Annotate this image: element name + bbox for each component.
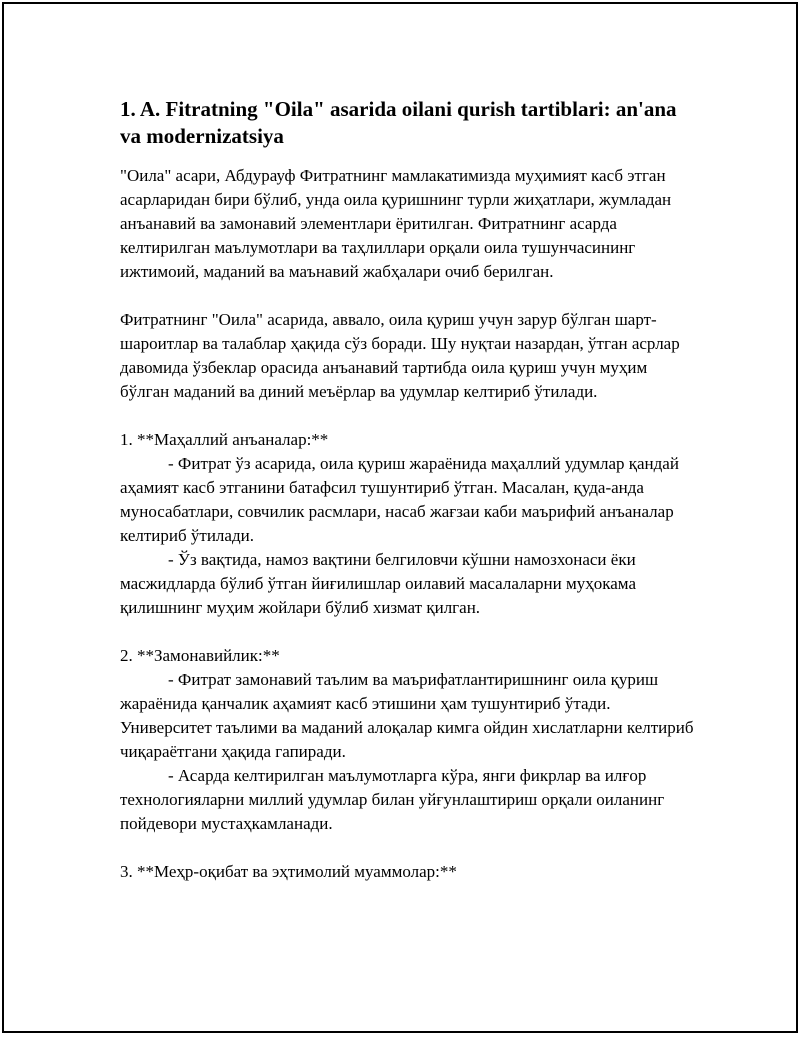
section-heading-kindness-problems: 3. **Меҳр-оқибат ва эҳтимолий муаммолар:** (120, 862, 457, 881)
document-page (2, 2, 798, 1033)
paragraph-spacer (120, 836, 700, 860)
list-item: - Фитрат ўз асарида, оила қуриш жараёнида маҳаллий удумлар қандай аҳамият касб этганини батафсил тушунтириб ўтган. Масалан, қуда-анда муносабатлари, совчилик расмлари, насаб жағзаи каби маърифий анъаналар келтириб ўтилади. (120, 454, 679, 545)
body-paragraph: Фитратнинг "Оила" асарида, аввало, оила қуриш учун зарур бўлган шарт-шароитлар ва талаблар ҳақида сўз боради. Шу нуқтаи назардан, ўтган асрлар давомида ўзбеклар орасида анъанавий тартибда оила қуриш учун муҳим бўлган маданий ва диний меъёрлар ва удумлар келтириб ўтилади. (120, 310, 680, 401)
document-content (120, 96, 700, 884)
section-heading-modernity: 2. **Замонавийлик:** (120, 646, 280, 665)
list-item: - Асарда келтирилган маълумотларга кўра, янги фикрлар ва илғор технологияларни миллий удумлар билан уйғунлаштириш орқали оиланинг пойдевори мустаҳкамланади. (120, 766, 665, 833)
paragraph-spacer (120, 284, 700, 308)
intro-paragraph: "Оила" асари, Абдурауф Фитратнинг мамлакатимизда муҳимият касб этган асарларидан бири бўлиб, унда оила қуришнинг турли жиҳатлари, жумладан анъанавий ва замонавий элементлари ёритилган. Фитратнинг асарда келтирилган маълумотлари ва таҳлиллари орқали оила тушунчасининг ижтимоий, маданий ва маънавий жабҳалари очиб берилган. (120, 166, 672, 281)
list-item: - Фитрат замонавий таълим ва маърифатлантиришнинг оила қуриш жараёнида қанчалик аҳамият касб этишини ҳам тушунтириб ўтади. Университет таълими ва маданий алоқалар кимга ойдин хислатларни келтириб чиқараётгани ҳақида гапиради. (120, 670, 694, 761)
list-item: - Ўз вақтида, намоз вақтини белгиловчи кўшни намозхонаси ёки масжидларда бўлиб ўтган йиғилишлар оилавий масалаларни муҳокама қилишнинг муҳим жойлари бўлиб хизмат қилган. (120, 550, 636, 617)
document-title: 1. A. Fitratning "Oila" asarida oilani qurish tartiblari: an'ana va modernizatsiya (120, 97, 677, 148)
paragraph-spacer (120, 620, 700, 644)
paragraph-spacer (120, 404, 700, 428)
section-heading-local-traditions: 1. **Маҳаллий анъаналар:** (120, 430, 329, 449)
